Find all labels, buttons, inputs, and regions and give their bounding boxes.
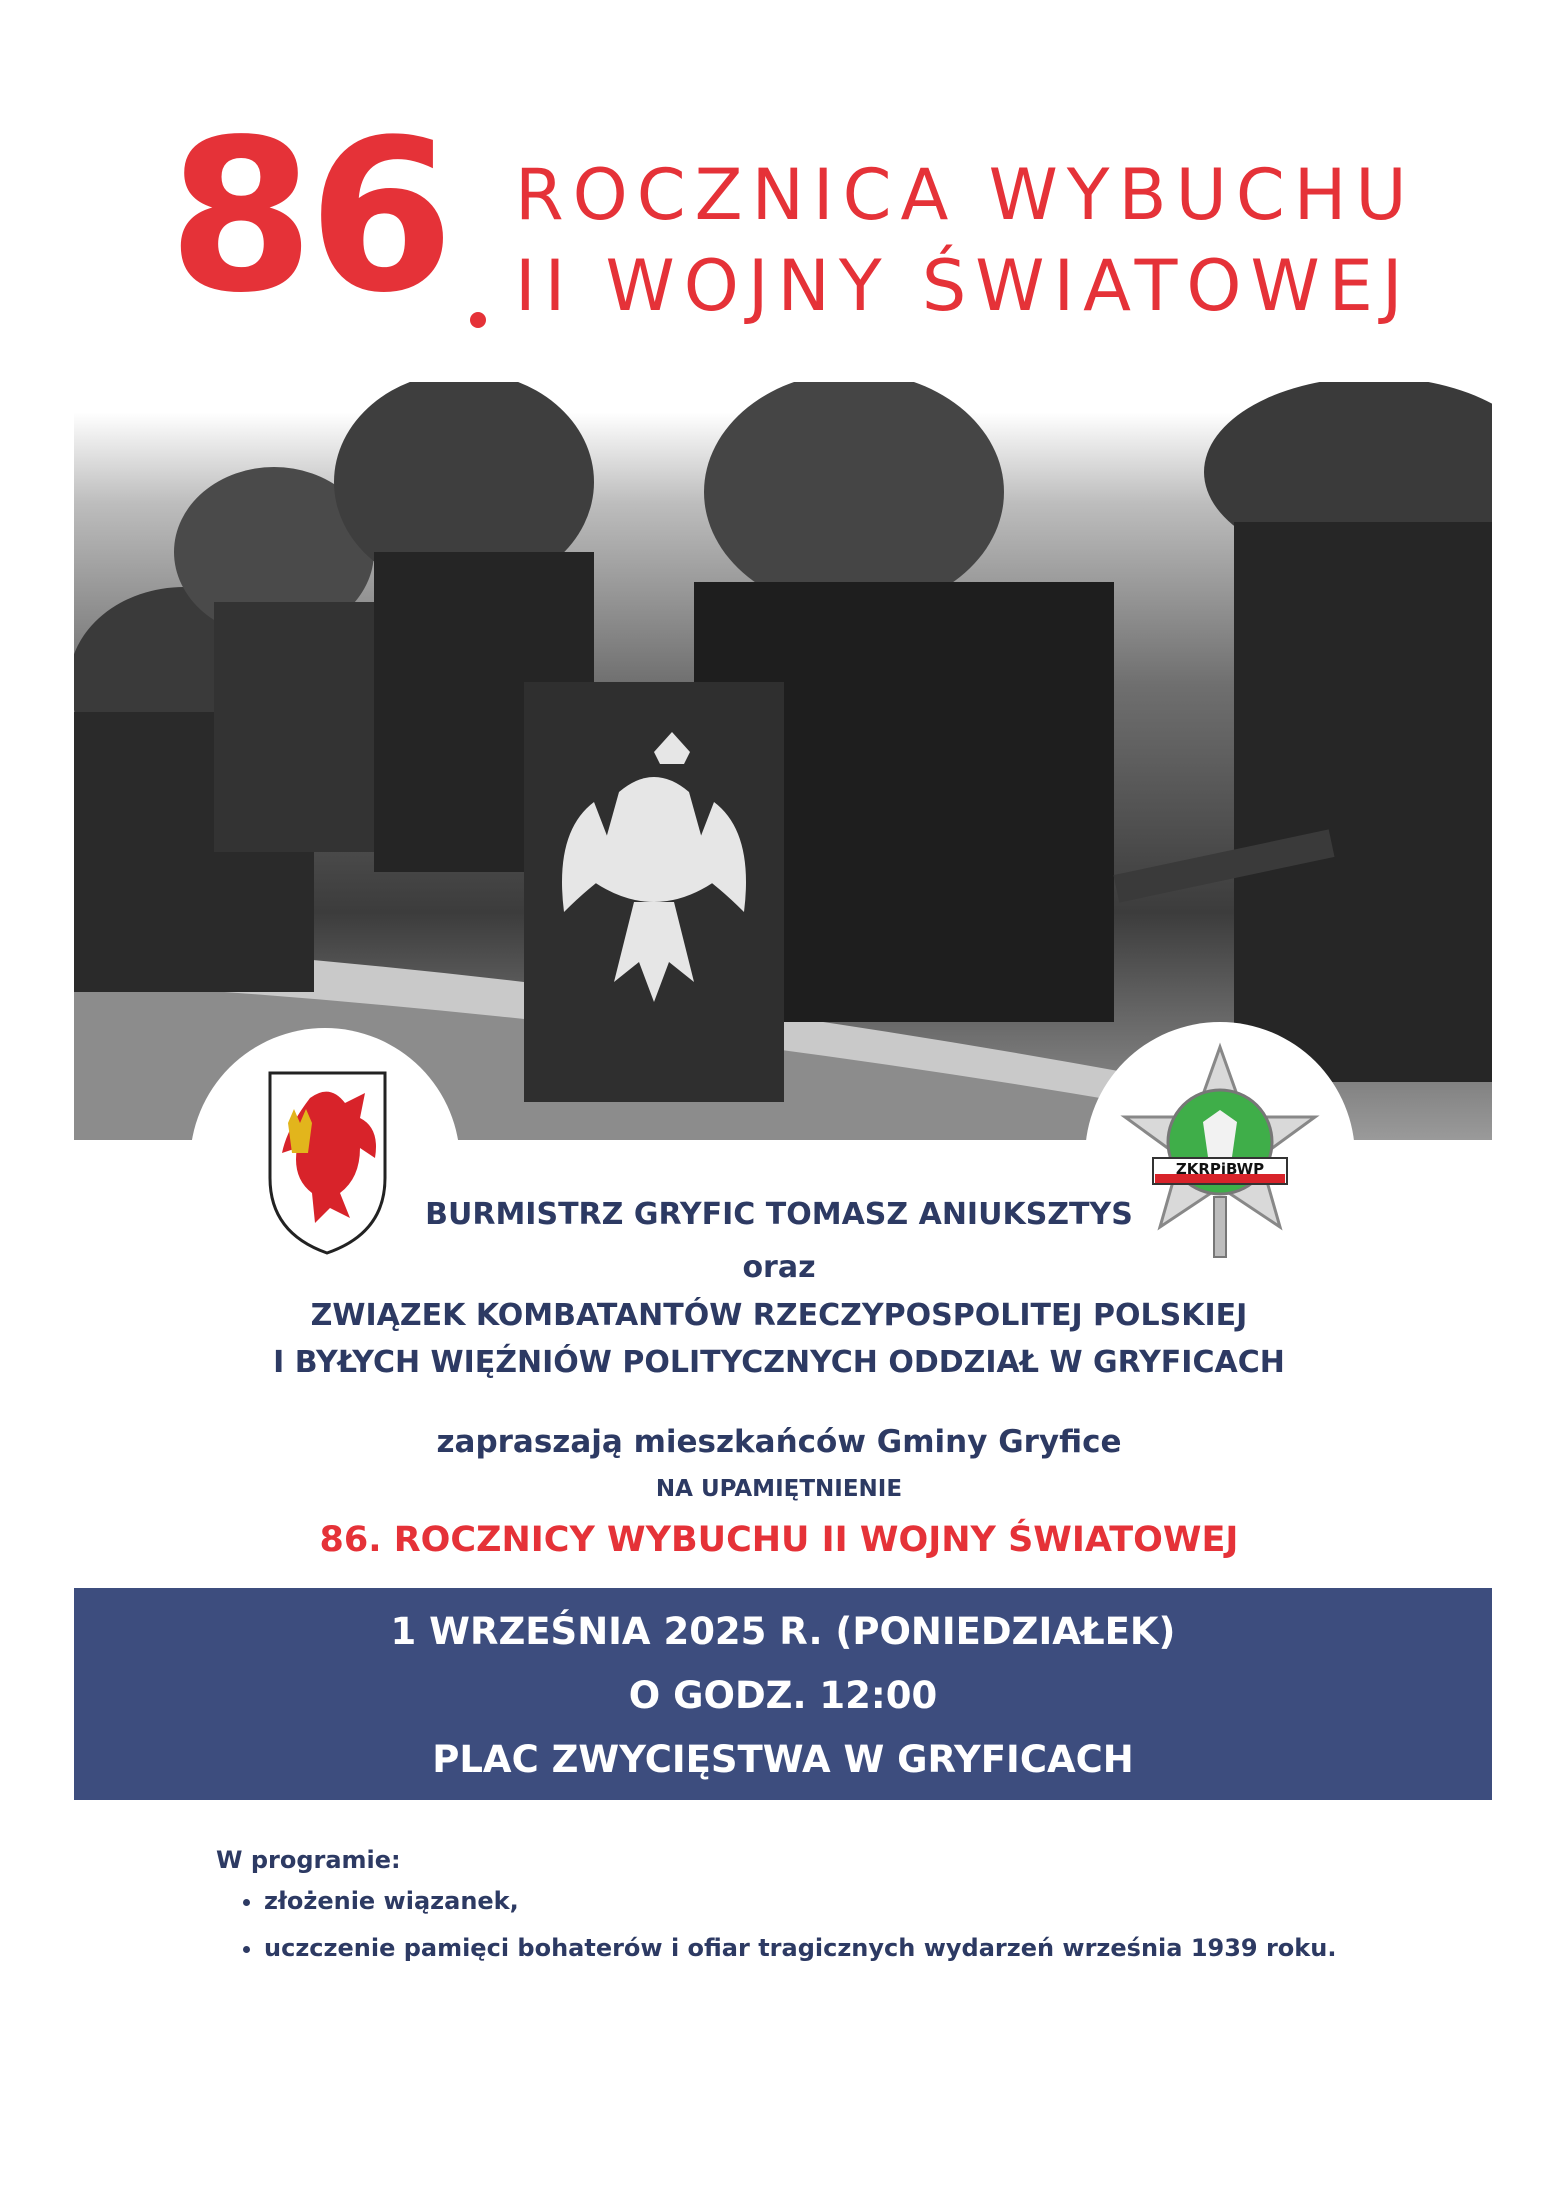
badge-label: ZKRPiBWP: [1175, 1160, 1265, 1178]
program-title: W programie:: [216, 1846, 401, 1874]
program-item: • uczczenie pamięci bohaterów i ofiar tragicznych wydarzeń września 1939 roku.: [264, 1931, 1404, 1966]
organizer-conjunction: oraz: [742, 1250, 816, 1285]
event-time: O GODZ. 12:00: [628, 1674, 938, 1717]
invitation-anniversary: 86. ROCZNICY WYBUCHU II WOJNY ŚWIATOWEJ: [319, 1520, 1239, 1560]
program-item: • złożenie wiązanek,: [264, 1884, 1404, 1919]
invitation-commemoration: NA UPAMIĘTNIENIE: [655, 1476, 903, 1502]
organizer-mayor: BURMISTRZ GRYFIC TOMASZ ANIUKSZTYS: [425, 1197, 1133, 1232]
event-place: PLAC ZWYCIĘSTWA W GRYFICACH: [432, 1738, 1134, 1781]
invitation-text: zapraszają mieszkańców Gminy Gryfice: [436, 1424, 1122, 1460]
anniversary-number: 86: [168, 94, 449, 339]
helmet-center: [704, 382, 1004, 612]
program-list: [216, 1884, 1404, 1966]
organizer-union-line-1: ZWIĄZEK KOMBATANTÓW RZECZYPOSPOLITEJ POLSKIEJ: [310, 1298, 1248, 1333]
body-right: [1234, 522, 1492, 1082]
event-date: 1 WRZEŚNIA 2025 R. (PONIEDZIAŁEK): [390, 1610, 1176, 1653]
event-details-band: [74, 1588, 1492, 1800]
headline-line-2: II WOJNY ŚWIATOWEJ: [515, 245, 1412, 327]
headline-line-1: ROCZNICA WYBUCHU: [515, 154, 1416, 236]
body-left: [214, 602, 394, 852]
anniversary-dot: [470, 312, 486, 328]
program-section: [216, 1846, 1404, 1978]
organizer-union-line-2: I BYŁYCH WIĘŹNIÓW POLITYCZNYCH ODDZIAŁ W GRYFICACH: [273, 1345, 1285, 1380]
